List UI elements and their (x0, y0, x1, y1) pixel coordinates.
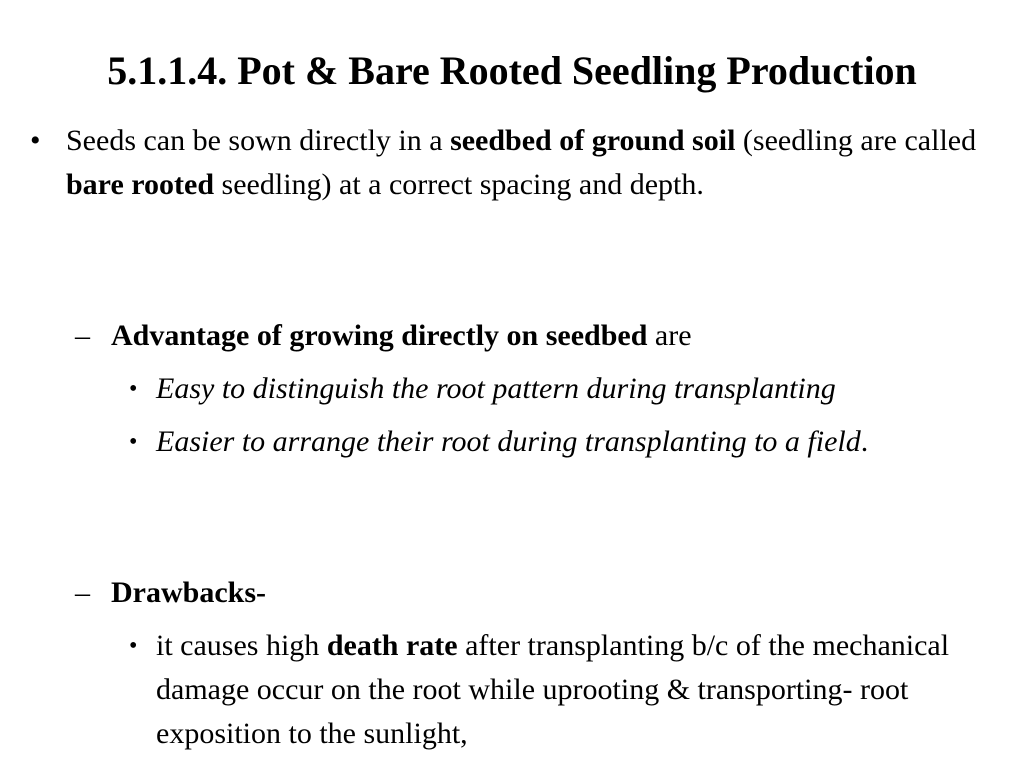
p1-bold-seedbed: seedbed of ground soil (450, 124, 736, 157)
bullet-icon: • (30, 124, 41, 157)
sub-bullet-icon: • (129, 429, 138, 455)
dash-icon: – (75, 319, 90, 352)
p1-text-1: Seeds can be sown directly in a (66, 124, 451, 157)
bullet-seeds-sown (30, 119, 1001, 207)
drawbacks-text-2: after transplanting b/c of the mechanical damage occur on the root while uprooting & transporting- root exposition to the sunlight, (156, 629, 950, 750)
drawbacks-heading-line (75, 571, 1001, 615)
advantage-item-2-period: . (860, 425, 869, 458)
advantage-item-2-text: Easier to arrange their root during transplanting to a field (156, 425, 861, 458)
p1-text-3: seedling) at a correct spacing and depth. (214, 168, 704, 201)
drawbacks-text-1: it causes high (156, 629, 327, 662)
advantage-item-1 (129, 367, 1006, 411)
sub-bullet-icon: • (129, 633, 138, 659)
p1-bold-bare-rooted: bare rooted (66, 168, 215, 201)
advantage-heading-line (75, 314, 1001, 358)
advantage-item-1-text: Easy to distinguish the root pattern during transplanting (156, 372, 836, 405)
dash-icon: – (75, 576, 90, 609)
drawbacks-heading: Drawbacks- (111, 576, 266, 609)
drawbacks-bold-death-rate: death rate (326, 629, 458, 662)
drawbacks-item-1 (129, 624, 1006, 756)
advantage-item-2 (129, 420, 986, 464)
slide-title: 5.1.1.4. Pot & Bare Rooted Seedling Production (107, 48, 917, 93)
sub-bullet-icon: • (129, 376, 138, 402)
advantage-heading: Advantage of growing directly on seedbed (111, 319, 648, 352)
p1-text-2: (seedling are called (735, 124, 977, 157)
advantage-tail: are (647, 319, 692, 352)
